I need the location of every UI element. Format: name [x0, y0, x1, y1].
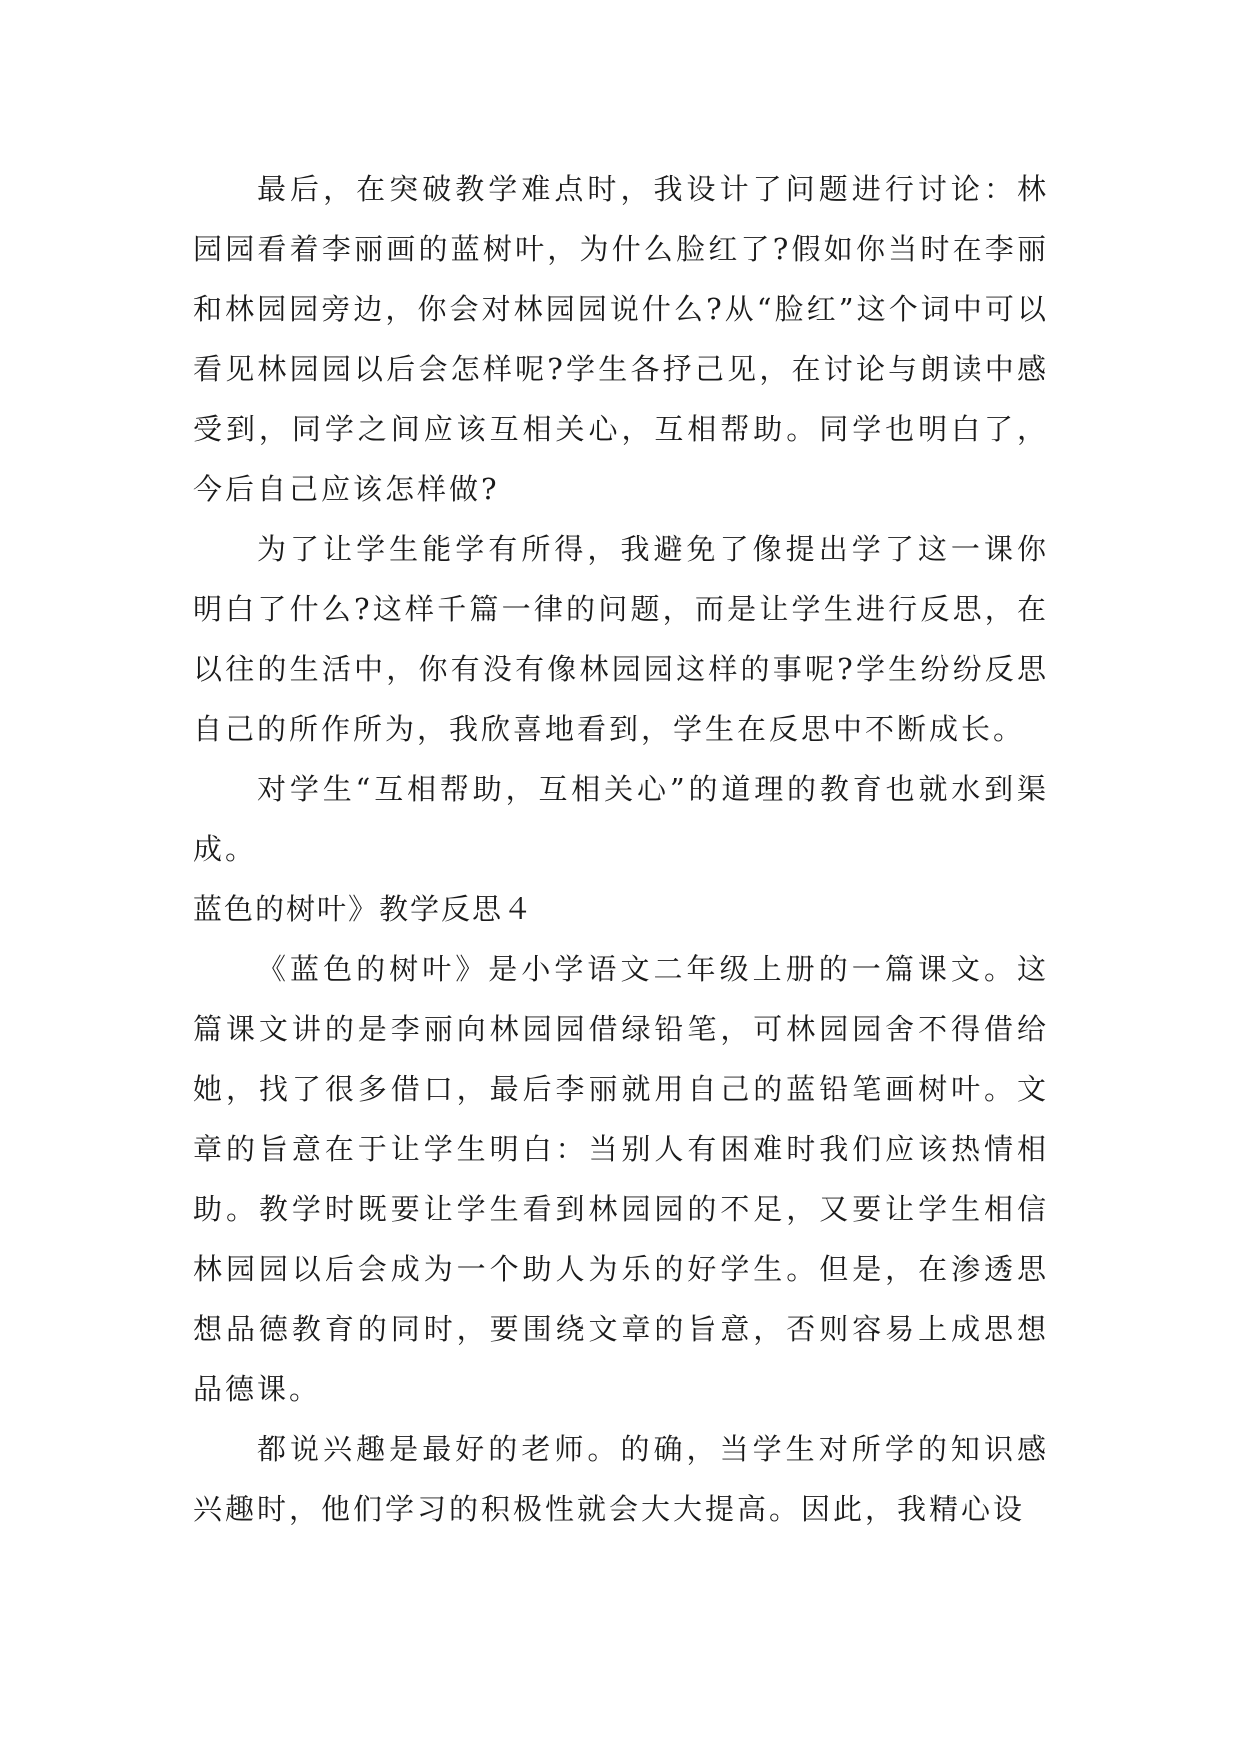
paragraph-education-outcome: 对学生“互相帮助，互相关心”的道理的教育也就水到渠成。 — [193, 772, 1049, 866]
paragraph-difficulty-discussion: 最后，在突破教学难点时，我设计了问题进行讨论：林园园看着李丽画的蓝树叶，为什么脸红了?假如你当时在李丽和林园园旁边，你会对林园园说什么?从“脸红”这个词中可以看见林园园以后会怎样呢?学生各抒己见，在讨论与朗读中感受到，同学之间应该互相关心，互相帮助。同学也明白了，今后自己应该怎样做? — [193, 172, 1049, 506]
paragraph-lesson-intro: 《蓝色的树叶》是小学语文二年级上册的一篇课文。这篇课文讲的是李丽向林园园借绿铅笔，可林园园舍不得借给她，找了很多借口，最后李丽就用自己的蓝铅笔画树叶。文章的旨意在于让学生明白：当别人有困难时我们应该热情相助。教学时既要让学生看到林园园的不足，又要让学生相信林园园以后会成为一个助人为乐的好学生。但是，在渗透思想品德教育的同时，要围绕文章的旨意，否则容易上成思想品德课。 — [193, 952, 1049, 1406]
paragraph-interest-teacher: 都说兴趣是最好的老师。的确，当学生对所学的知识感兴趣时，他们学习的积极性就会大大提高。因此，我精心设 — [193, 1432, 1049, 1526]
document-body — [193, 159, 1049, 1539]
paragraph-student-reflection: 为了让学生能学有所得，我避免了像提出学了这一课你明白了什么?这样千篇一律的问题，而是让学生进行反思，在以往的生活中，你有没有像林园园这样的事呢?学生纷纷反思自己的所作所为，我欣喜地看到，学生在反思中不断成长。 — [193, 532, 1049, 746]
section-heading: 蓝色的树叶》教学反思４ — [193, 892, 535, 926]
